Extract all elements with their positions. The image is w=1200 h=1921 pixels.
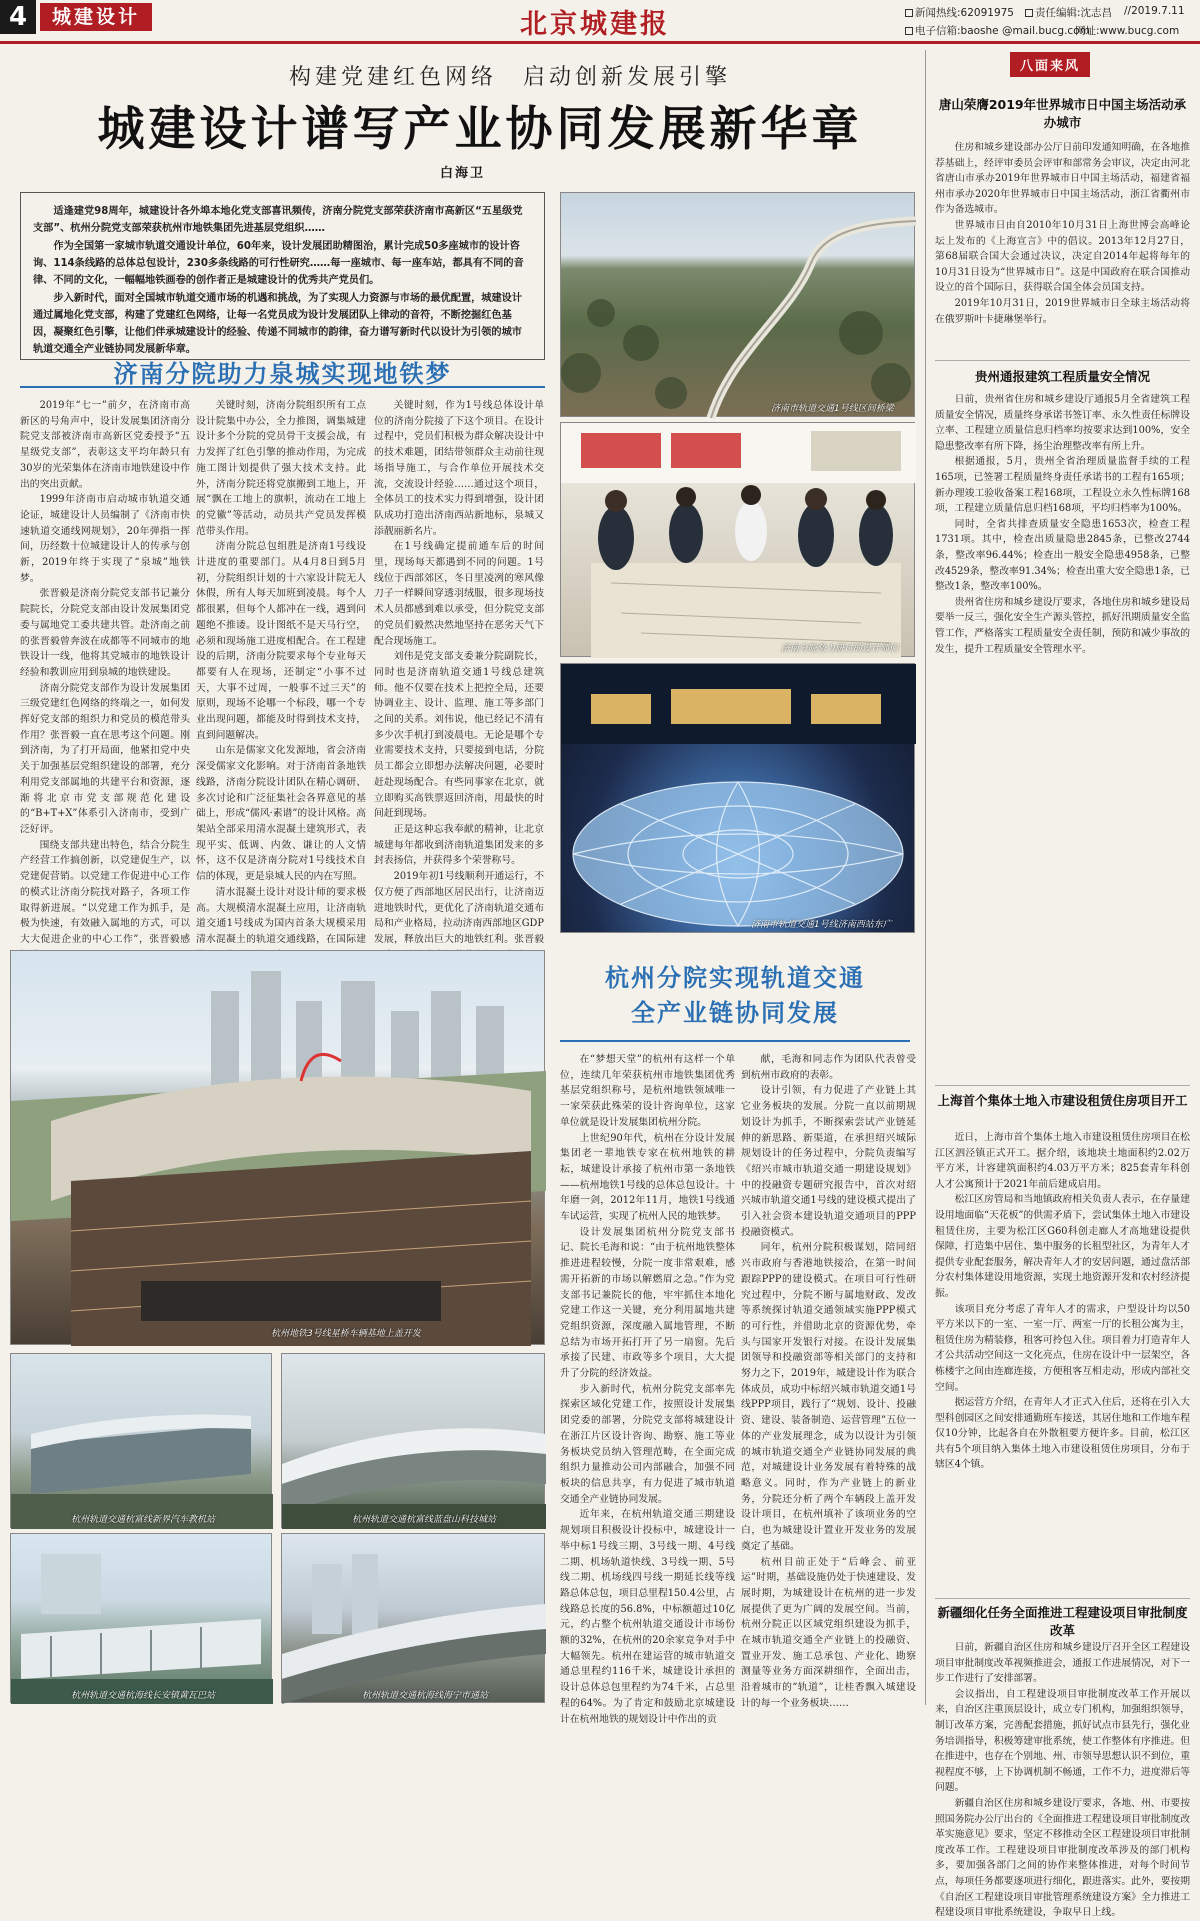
page-number: 4 [0,0,36,34]
rail-divider [935,1085,1190,1086]
body-paragraph: 山东是儒家文化发源地，省会济南深受儒家文化影响。对于济南首条地铁线路，济南分院设计团队在精心调研、多次讨论和广泛征集社会各界意见的基础上，形成“儒风·素谱”的设计风格。高架站全部采用清水混凝土建筑形式，表现平实、低调、内敛、谦让的人文情怀，这不仅是济南分院对1号线技术自信的体现，更是泉城人民的内在写照。 [196,745,366,883]
hotline-text: 新闻热线:62091975 [915,7,1014,19]
rail-story-body [935,1130,1190,1590]
body-paragraph: 2019年10月31日，2019世界城市日全球主场活动将在俄罗斯叶卡捷琳堡举行。 [935,297,1190,325]
masthead [0,0,1200,44]
station-scene-icon [282,1354,546,1529]
body-paragraph: 在1号线确定提前通车后的时间里，现场每天都遇到不同的问题。1号线位于西部郊区，冬日里凌冽的寒风像刀子一样瞬间穿透羽绒服，很多现场技术人员都感到难以承受，但分院党支部的党员们毅然决然地坚持在恶劣天气下配合现场施工。 [374,541,544,647]
body-paragraph: 关键时刻，作为1号线总体设计单位的济南分院接了下这个项目。在设计过程中，党员们积极为群众解决设计中的技术难题，团结带领群众主动前往现场指导施工，与合作单位开展技术交流，交流设计经验……通过这个项目，全体员工的技术实力得到增强，设计团队成功打造出济南西站新地标，泉城又添靓丽新名片。 [374,400,544,537]
section-divider [20,386,545,388]
design-team-photo [560,422,915,657]
body-paragraph: 住房和城乡建设部办公厅日前印发通知明确，在各地推荐基础上，经评审委员会评审和部常务会审议，决定由河北省唐山市承办2019年世界城市日中国主场活动，福建省福州市承办2020年世界城市日中国主场活动，浙江省衢州市作为备选城市。 [935,142,1190,216]
jinan-section-heading: 济南分院助力泉城实现地铁梦 [113,360,452,388]
photo-caption: 济南市轨道交通1号线区间桥梁 [771,404,894,414]
rail-divider [935,1598,1190,1599]
website-info: 网址:www.bucg.com [1075,25,1180,37]
body-paragraph: 刘伟是党支部支委兼分院副院长，同时也是济南轨道交通1号线总建筑师。他不仅要在技术上把控全局，还要协调业主、设计、监理、施工等多部门之间的关系。刘伟说，他已经记不清有多少次手机打到凌晨电。无论是哪个专业需要技术支持，只要接到电话，分院员工都会立即想办法解决问题，必要时赶赴现场配合。有些同事家在北京，就立即购买高铁票返回济南，用最快的时间赶到现场。 [374,651,544,820]
viaduct-scene-icon [561,193,916,418]
editor-info [1025,5,1112,20]
body-paragraph: 杭州目前正处于“后峰会、前亚运”时期，基础设施仍处于快速建设、发展时期，为城建设计在杭州的进一步发展提供了更为广阔的发展空间。当前，杭州分院正以区域党组织建设为抓手，在城市轨道交通全产业链上的投融资、置业开发、施工总承包、产业化、勘察测量等业务方面深耕细作，全面出击，沿着城市的“轨道”，让桂香飘入城建设计的每一个业务板块…… [741,1556,916,1709]
body-paragraph: 清水混凝土设计对设计师的要求极高。大规模清水混凝土应用，让济南轨道交通1号线成为国内首条大规模采用清水混凝土的轨道交通线路，在国际建 [196,886,366,945]
issue-date: //2019.7.11 [1124,5,1185,17]
editor-text: 责任编辑:沈志昌 [1035,7,1113,19]
section-tag: 城建设计 [40,3,152,31]
heading-line: 杭州分院实现轨道交通 [605,964,865,992]
meeting-scene-icon [561,423,916,658]
rail-story-title: 唐山荣膺2019年世界城市日中国主场活动承办城市 [938,97,1187,130]
hangzhou-section-heading [555,958,915,1028]
checkbox-icon [905,9,913,17]
station-scene-icon [282,1534,546,1704]
body-paragraph: 据运营方介绍，在青年人才正式入住后，还将在引入大型科创园区之间安排通勤班车接送，其居住地和工作地车程仅10分钟，比起各自在外散租要方便许多。目前，松江区共有5个项目纳入集体土地入市建设租赁住房项目，分布于辖区4个镇。 [935,1397,1190,1471]
photo-caption: 杭州轨道交通杭海线长安镇黄瓦巴站 [71,1691,216,1701]
depot-scene-icon [11,951,546,1346]
body-paragraph: 同时，全省共排查质量安全隐患1653次，检查工程1731项。其中，检查出质量隐患2845条，已整改2744条，整改率96.44%；检查出一般安全隐患4958条，已整改4529条，整改率91.34%；检查出重大安全隐患1条，已整改1条，整改率100%。 [935,518,1190,593]
body-paragraph: 2019年“七一”前夕，在济南市高新区的号角声中，设计发展集团济南分院党支部被济南市高新区党委授予“五星级党支部”，表彰这支平均年龄只有30岁的光荣集体在济南市地铁建设中作出的突出贡献。 [20,400,190,490]
photo-caption: 杭州轨道交通杭富线蓝盘山科技城站 [352,1515,497,1525]
hangzhou-column-2 [741,1052,916,1709]
email-info [905,23,1090,38]
body-paragraph: 设计引领，有力促进了产业链上其它业务板块的发展。分院一直以前期规划设计为抓手，不断探索尝试产业链延伸的新思路、新渠道，在承担绍兴城际规划设计的任务过程中，分院负责编写《绍兴市城市轨道交通一期建设规划》中的投融资专题研究报告中，首次对绍兴城市轨道交通1号线的建设模式提出了引入社会资本建设轨道交通项目的PPP投融资模式。 [741,1085,916,1238]
rail-story-body [935,392,1190,1080]
rail-story-title: 上海首个集体土地入市建设租赁住房项目开工 [937,1093,1188,1108]
station-scene-icon [11,1534,273,1704]
body-paragraph: 根据通报，5月，贵州全省治理质量监督手续的工程165项，已签署工程质量终身责任承诺书的工程有165项；新办理竣工验收备案工程168项，工程设立永久性标牌168项，工程建立质量信息归档168项，平均归档率为100%。 [935,456,1190,515]
station-rendering-photo [281,1353,545,1528]
article-headline: 城建设计谱写产业协同发展新华章 [97,102,863,157]
body-paragraph: 围绕支部共建出特色，结合分院生产经营工作搞创新，以党建促生产，以党建促营销。以党建工作促进中心工作的模式让济南分院找对路子，各项工作取得新进展。“以党建工作为抓手，是极为快速，有效融入属地的方式，可以大大促进企业的中心工作”，张晋毅感 [20,839,190,945]
station-plaza-photo [560,663,915,933]
email-text: 电子信箱:baoshe @mail.bucg.com [915,25,1090,37]
heading-line: 全产业链协同发展 [631,999,839,1027]
photo-caption: 济南市轨道交通1号线济南西站东广 [751,920,892,930]
body-paragraph: 步入新时代，杭州分院党支部率先探索区域化党建工作，按照设计发展集团党委的部署，分院党支部将城建设计在浙江片区设计咨询、勘察、施工等业务板块党员纳入管理范畴，在全面完成组织力量推动公司内部融合，加强不同板块的信息共享，有力促进了城市轨道交通全产业链协同发展。 [560,1383,735,1505]
photo-caption: 杭州轨道交通杭海线海宁市通站 [362,1691,489,1701]
body-paragraph: 设计发展集团杭州分院党支部书记、院长毛海和说：“由于杭州地铁整体推进进程较慢，分院一度非常艰难，感需开拓新的市场以解燃眉之急。”作为党支部书记兼院长的他，牢牢抓住本地化党建工作这一关键，充分利用属地共建党组织资源，深度融入属地管理，不断总结为市场开拓打开了另一扇窗。先后承接了民建、市政等多个项目，大大提升了分院的经济效益。 [560,1226,735,1380]
hotline-info [905,5,1014,20]
jinan-column-2 [196,398,366,944]
body-paragraph: 日前，新疆自治区住房和城乡建设厅召开全区工程建设项目审批制度改革视频推进会，通报工作进展情况，对下一步工作进行了安排部署。 [935,1642,1190,1685]
body-paragraph: 关键时刻，济南分院组织所有工点设计院集中办公，全力推图，调集城建设计多个分院的党员骨干支援会战，有力发挥了红色引擎的推动作用，为完成施工图计划提供了强大技术支持。此外，济南分院还将党旗搬到工地上，开展“飘在工地上的旗帜，流动在工地上的党徽”等活动，动员共产党员发挥模范带头作用。 [196,400,366,537]
station-rendering-photo [10,1353,272,1528]
photo-caption: 杭州轨道交通杭富线新界汽车教机站 [71,1515,216,1525]
photo-caption: 杭州地铁3号线星桥车辆基地上盖开发 [271,1329,421,1339]
article-kicker: 构建党建红色网络 启动创新发展引擎 [288,65,731,90]
station-rendering-photo [281,1533,545,1703]
body-paragraph: 正是这种忘我奉献的精神，让北京城建每年都收到济南轨道集团发来的多封表扬信，并获得多个荣誉称号。 [374,823,544,867]
rail-story-title: 贵州通报建筑工程质量安全情况 [974,369,1150,384]
body-paragraph: 近年来，在杭州轨道交通三期建设规划项目积极设计投标中，城建设计一举中标1号线三期、3号线一期、4号线二期、机场轨道快线、3号线一期、5号线二期、机场线四号线一期延长线等线路总体总包，项目总里程150.4公里，占线路总长度的56.8%，中标额超过10亿元，约占整个杭州轨道交通设计市场份额的32%，在杭州的20余家竞争对手中大幅领先。杭州在建运营的城市轨道交通总里程约116千米，城建设计承担的设计总体总包里程约为74千米，占总里程的64%。为了肯定和鼓励北京城建设计在杭州地铁的规划设计中作出的贡 [560,1509,735,1725]
lead-paragraph: 步入新时代，面对全国城市轨道交通市场的机遇和挑战，为了实现人力资源与市场的最优配置，城建设计通过属地化党支部，构建了党建红色网络，让每一名党员成为设计发展团队上律动的音符，不断挖掘红色基因，凝聚红色引擎，让他们伴承城建设计的经验、传递不同城市的韵律，奋力谱写新时代以设计为引领的城市轨道交通全产业链协同发展新华章。 [33,293,523,355]
checkbox-icon [1025,9,1033,17]
article-byline: 白海卫 [440,166,486,181]
body-paragraph: 济南分院总包组胜是济南1号线设计进度的重要部门。从4月8日到5月初，分院组织计划的十六家设计院无人休假，所有人每天加班到凌晨。每个人都很累，但每个人都冲在一线，遇到问题绝不推诿。设计图纸不是天马行空，必须和现场施工进度相配合。在工程建设的后期，济南分院要求每个专业每天都要有人在现场，还制定“小事不过天，大事不过周，一般事不过三天”的原则，现场不论哪一个标段，哪一个专业出现问题，都能及时得到技术支持，直到问题解决。 [196,541,366,741]
depot-rendering-photo [10,950,545,1345]
station-scene-icon [11,1354,273,1529]
rail-story-body [935,1640,1190,1919]
body-paragraph: 济南分院党支部作为设计发展集团三级党建红色网络的终端之一，如何发挥好党支部的组织力和党员的模范带头作用？张晋毅一直在思考这个问题。刚到济南，为了打开局面，他紧扣党中央关于加强基层党组织建设的部署，充分利用党支部属地的共建平台和资源，逐渐将北京市党支部规范化建设的“B+T+X”体系引入济南市，受到广泛好评。 [20,682,190,835]
rail-divider [935,360,1190,361]
body-paragraph: 献，毛海和同志作为团队代表曾受到杭州市政府的表彰。 [741,1054,916,1081]
photo-caption: 济南分院势力研讨的设计师们 [781,644,899,654]
body-paragraph: 在“梦想天堂”的杭州有这样一个单位，连续几年荣获杭州市地铁集团优秀基层党组织称号，是杭州地铁领域唯一一家荣获此殊荣的设计咨询单位，这家单位就是设计发展集团杭州分院。 [560,1054,735,1128]
body-paragraph: 2019年初1号线顺利开通运行，不仅方便了西部地区居民出行，让济南迈进地铁时代，更优化了济南轨道交通布局和产业格局，拉动济南西部地区GDP发展，释放出巨大的地铁红利。张晋毅 [374,871,544,945]
rail-story-title: 新疆细化任务全面推进工程建设项目审批制度改革 [937,1605,1188,1638]
body-paragraph: 日前，贵州省住房和城乡建设厅通报5月全省建筑工程质量安全情况，质量终身承诺书签订率、永久性责任标牌设立率、工程建立质量信息归档率均按要求达到100%，安全隐患整改率有所下降，扬尘治理整改率有所上升。 [935,394,1190,452]
body-paragraph: 松江区房管局和当地镇政府相关负责人表示，在存量建设用地面临“天花板”的供需矛盾下，尝试集体土地入市建设租赁住房，主要为松江区G60科创走廊人才高地建设提供保障，打造集中居住、集中服务的长租型社区，为青年人才提供专业配套服务，解决青年人才的安居问题，通过盘活部分农村集体建设用地资源，实现土地资源开发和农村经济提振。 [935,1194,1190,1299]
body-paragraph: 1999年济南市启动城市轨道交通论证，城建设计人员编制了《济南市快速轨道交通线网规划》，20年弹指一挥间，历经数十位城建设计人的传承与创新，2019年终于实现了“泉城”地铁梦。 [20,494,190,584]
body-paragraph: 新疆自治区住房和城乡建设厅要求，各地、州、市要按照国务院办公厅出台的《全面推进工程建设项目审批制度改革实施意见》要求，坚定不移推动全区工程建设项目审批制度改革工作。工程建设项目审批制度改革涉及的部门机构多，要加强各部门之间的协作来整体推进，对每个时间节点，每项任务都要逐项进行细化，跟进落实。此外，要按期《自治区工程建设项目审批管理系统建设方案》全力推进工程建设项目审批系统建设，争取早日上线。 [935,1797,1190,1919]
lead-paragraph: 适逢建党98周年，城建设计各外埠本地化党支部喜讯频传，济南分院党支部荣获济南市高新区“五星级党支部”、杭州分院党支部荣获杭州市地铁集团先进基层党组织…… [33,206,523,234]
rail-story-body [935,140,1190,352]
body-paragraph: 同年，杭州分院积极谋划，陪同绍兴市政府与香港地铁接洽，在第一时间跟踪PPP的建设模式。在项目可行性研究过程中，分院不断与属地财政、发改等系统探讨轨道交通领域实施PPP模式的可行性，并借助北京的资源优势，牵头与国家开发银行对接。在设计发展集团领导和投融资部等相关部门的支持和努力之下，2019年，城建设计作为联合体成员，成功中标绍兴城市轨道交通1号线PPP项目，践行了“规划、设计、投融资、建设、装备制造、运营管理”五位一体的产业发展理念，成为以设计为引领的城市轨道交通全产业链协同发展的典范，对城建设计业务发展有着特殊的战略意义。同时，作为产业链上的新业务，分院还分析了两个车辆段上盖开发设计项目，在杭州填补了该项业务的空白，也为城建设计置业开发业务的发展奠定了基础。 [741,1242,916,1552]
body-paragraph: 张晋毅是济南分院党支部书记兼分院院长，分院党支部由设计发展集团党委与属地党工委共建共管。赴济南之前的张晋毅曾奔波在成都等不同城市的地铁设计一线，他将其党城市的地铁设计经验和教训应用到泉城的地铁建设。 [20,588,190,678]
paper-name: 北京城建报 [520,9,670,40]
section-divider [560,1040,910,1042]
plaza-scene-icon [561,664,916,934]
hangzhou-column-1 [560,1052,735,1725]
body-paragraph: 贵州省住房和城乡建设厅要求，各地住房和城乡建设局要举一反三，强化安全生产源头管控，抓好汛期质量安全监管工作，严格落实工程质量安全责任制，预防和减少事故的发生，提升工程质量安全管理水平。 [935,596,1190,655]
station-rendering-photo [10,1533,272,1703]
body-paragraph: 会议指出，自工程建设项目审批制度改革工作开展以来，自治区注重顶层设计，成立专门机构，加强组织领导，制订改革方案，完善配套措施，抓好试点市县先行，强化业务培训指导，积极筹建审批系统，使工作整体有序推进。但在推进中，也存在个别地、州、市领导思想认识不到位，重视程度不够，上下协调机制不畅通，工作不力，进度滞后等问题。 [935,1688,1190,1794]
lead-paragraph-box [20,192,545,360]
rail-section-tag: 八面来风 [1010,52,1090,77]
body-paragraph: 世界城市日由自2010年10月31日上海世博会高峰论坛上发布的《上海宣言》中的倡议。2013年12月27日，第68届联合国大会通过决议，决定自2014年起将每年的10月31日设为“世界城市日”。这是中国政府在联合国推动设立的首个国际日，获得联合国全体会员国支持。 [935,219,1190,294]
viaduct-photo [560,192,915,417]
checkbox-icon [905,27,913,35]
body-paragraph: 该项目充分考虑了青年人才的需求，户型设计均以50平方米以下的一室、一室一厅、两室一厅的长租公寓为主，租赁住房为精装修，租客可拎包入住。项目着力打造青年人才公共活动空间这一文化亮点，住房在设计中一层架空，各栋楼宇之间由连廊连接，方便租客互相走动，形成内部社交空间。 [935,1303,1190,1393]
body-paragraph: 近日，上海市首个集体土地入市建设租赁住房项目在松江区泗泾镇正式开工。据介绍，该地块土地面积约2.02万平方米，计容建筑面积约4.03万平方米；825套青年科创人才公寓预计于2021年前后建成启用。 [935,1132,1190,1190]
lead-paragraph: 作为全国第一家城市轨道交通设计单位，60年来，设计发展团助精图治，累计完成50多座城市的设计咨询、114条线路的总体总包设计，230多条线路的可行性研究……每一座城市、每一座车站，都具有不同的音律、不同的文化，一幅幅地铁画卷的创作者正是城建设计的优秀共产党员们。 [33,241,524,286]
jinan-column-3 [374,398,544,944]
jinan-column-1 [20,398,190,944]
body-paragraph: 上世纪90年代，杭州在分设计发展集团老一辈地铁专家在杭州地铁的耕耘，城建设计承接了杭州市第一条地铁——杭州地铁1号线的总体总包设计。十年磨一剑，2012年11月，地铁1号线通车试运营，实现了杭州人民的地铁梦。 [560,1132,735,1223]
